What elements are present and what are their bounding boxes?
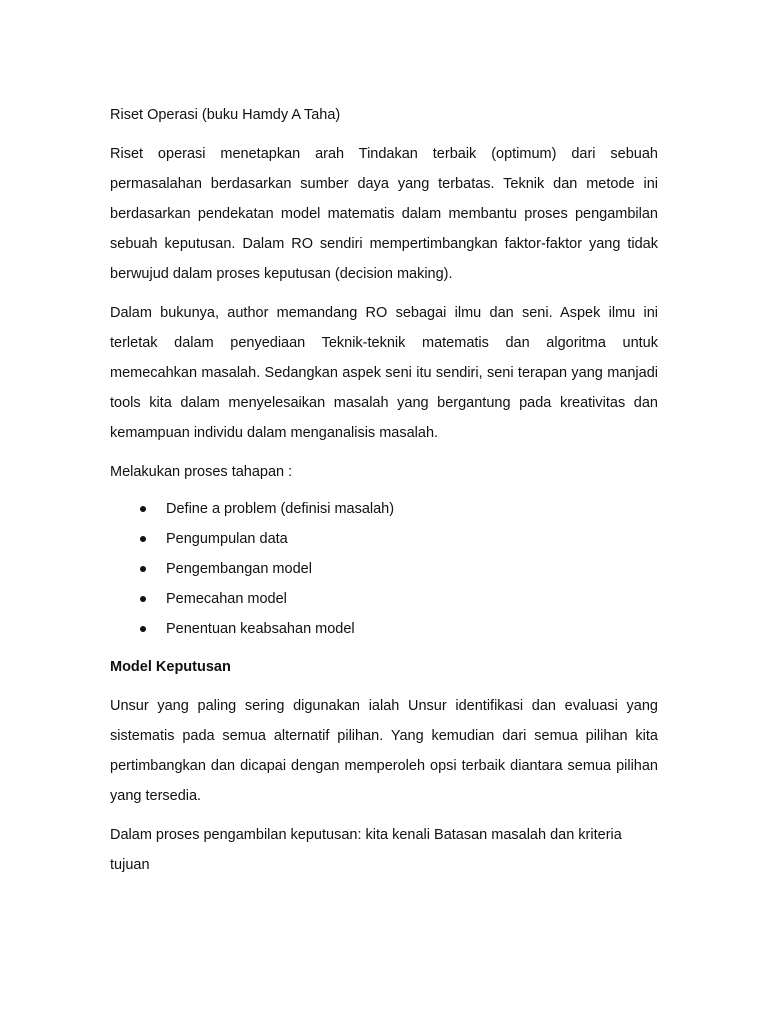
list-item <box>110 494 658 524</box>
paragraph-science-art: Dalam bukunya, author memandang RO sebagai ilmu dan seni. Aspek ilmu ini terletak dalam penyediaan Teknik-teknik matematis dan algoritma untuk memecahkan masalah. Sedangkan aspek seni itu sendiri, seni terapan yang manjadi tools kita dalam menyelesaikan masalah yang bergantung pada kreativitas dan kemampuan individu dalam menganalisis masalah. <box>110 305 658 441</box>
bullet-icon <box>140 596 146 602</box>
document-title: Riset Operasi (buku Hamdy A Taha) <box>110 107 341 123</box>
list-item-label: Define a problem (definisi masalah) <box>166 501 395 517</box>
list-item-label: Penentuan keabsahan model <box>166 621 355 637</box>
paragraph-decision-process: Dalam proses pengambilan keputusan: kita kenali Batasan masalah dan kriteria tujuan <box>110 827 622 873</box>
section-heading: Model Keputusan <box>110 659 231 675</box>
bullet-icon <box>140 506 146 512</box>
bullet-icon <box>140 536 146 542</box>
paragraph-decision-elements: Unsur yang paling sering digunakan ialah Unsur identifikasi dan evaluasi yang sistematis pada semua alternatif pilihan. Yang kemudian dari semua pilihan kita pertimbangkan dan dicapai dengan memperoleh opsi terbaik diantara semua pilihan yang tersedia. <box>110 698 658 804</box>
list-item <box>110 584 658 614</box>
list-item-label: Pemecahan model <box>166 591 287 607</box>
paragraph-intro: Riset operasi menetapkan arah Tindakan terbaik (optimum) dari sebuah permasalahan berdasarkan sumber daya yang terbatas. Teknik dan metode ini berdasarkan pendekatan model matematis dalam membantu proses pengambilan sebuah keputusan. Dalam RO sendiri mempertimbangkan faktor-faktor yang tidak berwujud dalam proses keputusan (decision making). <box>110 146 658 282</box>
bullet-icon <box>140 626 146 632</box>
bullet-icon <box>140 566 146 572</box>
list-item <box>110 524 658 554</box>
list-item-label: Pengembangan model <box>166 561 312 577</box>
steps-intro: Melakukan proses tahapan : <box>110 464 293 480</box>
list-item <box>110 614 658 644</box>
list-item-label: Pengumpulan data <box>166 531 288 547</box>
steps-list <box>110 494 658 644</box>
list-item <box>110 554 658 584</box>
